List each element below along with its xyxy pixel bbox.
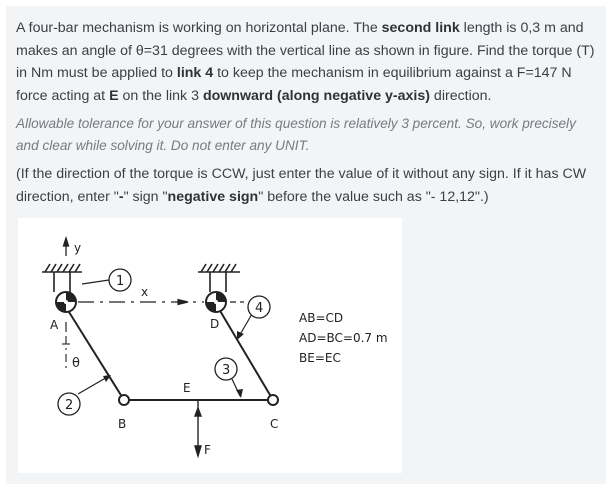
mechanism-diagram <box>18 218 402 473</box>
pivot-d <box>206 292 226 312</box>
link-1-leader <box>82 280 109 284</box>
ground-support-a <box>42 264 82 292</box>
joint-c <box>268 395 278 405</box>
point-a-label: A <box>50 318 59 332</box>
instruction-text: " before the value such as "- 12,12".) <box>258 188 489 205</box>
problem-statement <box>16 17 602 107</box>
link-2-number: 2 <box>65 398 74 413</box>
link-3-arrowhead <box>236 389 243 398</box>
instruction-bold: - <box>118 188 124 205</box>
link-2-leader <box>78 376 109 394</box>
link-3-number: 3 <box>222 363 231 378</box>
links <box>64 304 273 400</box>
mechanism-figure <box>18 218 402 473</box>
statement-bold: E <box>109 87 119 104</box>
link-4-number: 4 <box>255 301 264 316</box>
theta-reference-line <box>62 336 70 370</box>
joint-b <box>119 395 129 405</box>
relation-ab-cd: AB=CD <box>299 311 344 325</box>
link-2 <box>64 304 124 400</box>
x-axis-label: x <box>141 285 149 299</box>
statement-bold: link 4 <box>176 65 214 81</box>
instruction-text: " sign " <box>123 188 168 205</box>
instruction-bold: negative sign <box>167 188 259 205</box>
statement-text: on the link 3 <box>118 87 203 104</box>
point-b-label: B <box>118 417 127 431</box>
link-1-number: 1 <box>116 274 125 289</box>
statement-bold: second link <box>381 20 460 36</box>
ground-support-d <box>198 264 240 292</box>
instruction-text: (If the direction of the torque is CCW, just enter the value of it without any sign. If it has CW direction, enter " <box>16 166 587 205</box>
statement-bold: downward (along negative y-axis) <box>202 87 430 104</box>
theta-label: θ <box>72 356 80 371</box>
link-4 <box>216 304 273 400</box>
force-label: F <box>204 443 211 457</box>
point-c-label: C <box>270 417 279 431</box>
relation-be-ec: BE=EC <box>299 351 341 365</box>
sign-instructions <box>16 163 602 208</box>
relation-ad-bc: AD=BC=0.7 m <box>299 331 388 345</box>
pivot-a <box>56 292 76 312</box>
tolerance-note: Allowable tolerance for your answer of this question is relatively 3 percent. So, work precisely and clear while solving it. Do not enter any UNIT. <box>16 116 576 153</box>
statement-text: A four-bar mechanism is working on horizontal plane. The <box>16 20 382 36</box>
statement-text: to keep the mechanism in equilibrium against a F=147 N force acting at <box>16 65 572 104</box>
statement-text: direction. <box>429 87 492 104</box>
y-axis <box>64 238 69 256</box>
link-4-arrowhead <box>237 331 244 340</box>
y-axis-label: y <box>74 241 82 255</box>
force-arrow <box>195 400 201 456</box>
question-card <box>6 6 606 484</box>
statement-text: length is 0,3 m and makes an angle of θ=31 degrees with the vertical line as shown in figure. Find the torque (T) in Nm must be applied to <box>16 20 595 81</box>
point-e-label: E <box>183 381 191 395</box>
point-d-label: D <box>210 317 220 331</box>
